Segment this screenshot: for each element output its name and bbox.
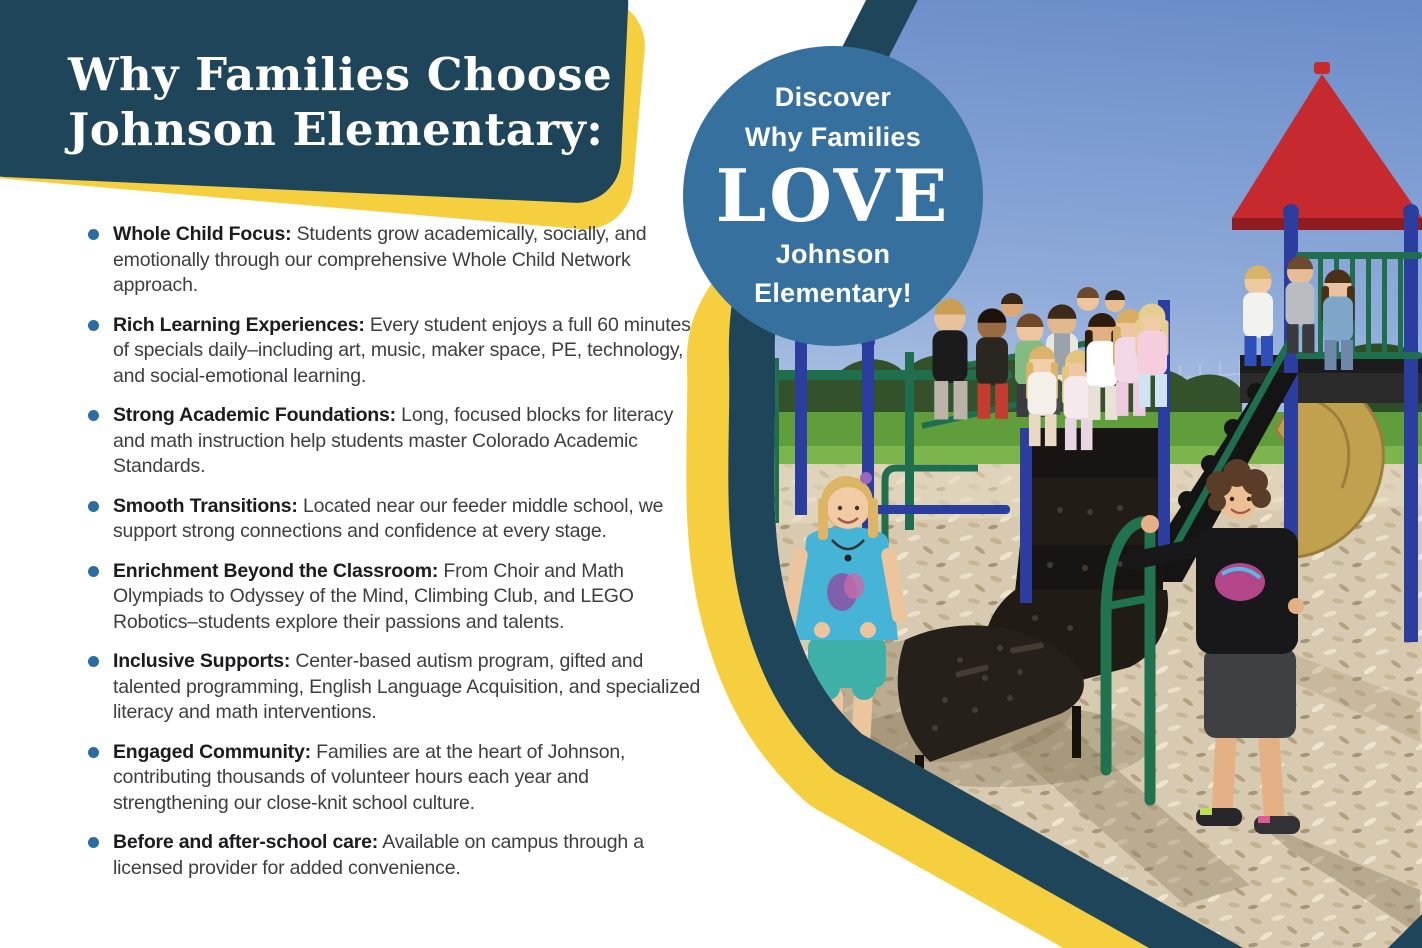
badge-line2: Why Families	[744, 121, 922, 152]
list-item	[88, 313, 702, 390]
feature-body: Long, focused blocks for literacy and math instruction help students master Colorado Academic Standards.	[113, 404, 674, 477]
feature-body: Available on campus through a licensed provider for added convenience.	[113, 831, 644, 879]
list-item	[88, 559, 702, 636]
feature-body: Center-based autism program, gifted and talented programming, English Language Acquisition, and specialized literacy and math interventions.	[113, 650, 701, 723]
feature-label: Strong Academic Foundations:	[113, 404, 396, 426]
badge-emphasis: LOVE	[715, 152, 951, 238]
badge-line3: Johnson	[775, 239, 891, 270]
feature-body: Every student enjoys a full 60 minutes of specials daily–including art, music, maker space, PE, technology, and social-emotional learning.	[113, 313, 691, 387]
page-title-line2: Johnson Elementary:	[68, 102, 604, 156]
feature-text	[113, 649, 702, 726]
feature-label: Smooth Transitions:	[113, 494, 298, 517]
bullet-icon	[88, 747, 99, 758]
list-item	[88, 403, 702, 480]
feature-label: Inclusive Supports:	[113, 650, 291, 672]
feature-text	[113, 740, 702, 817]
list-item	[88, 830, 702, 881]
bullet-icon	[88, 501, 99, 512]
feature-body: From Choir and Math Olympiads to Odyssey of the Mind, Climbing Club, and LEGO Robotics–students explore their passions and talents.	[113, 559, 634, 633]
list-item	[88, 740, 702, 817]
bullet-icon	[88, 837, 99, 848]
bullet-icon	[88, 566, 99, 577]
feature-body: Located near our feeder middle school, we support strong connections and confidence at every stage.	[113, 494, 664, 542]
badge-line1: Discover	[774, 82, 892, 113]
badge-line4: Elementary!	[754, 278, 912, 309]
feature-body: Families are at the heart of Johnson, contributing thousands of volunteer hours each year and strengthening our close-knit school culture.	[113, 740, 626, 814]
list-item	[88, 494, 702, 545]
features-list	[88, 222, 702, 881]
bullet-icon	[88, 410, 99, 421]
feature-label: Rich Learning Experiences:	[113, 313, 365, 336]
feature-text	[113, 222, 702, 299]
page-title	[68, 48, 612, 158]
bullet-icon	[88, 656, 99, 667]
feature-label: Engaged Community:	[113, 740, 311, 763]
page-title-line1: Why Families Choose	[68, 48, 613, 101]
bullet-icon	[88, 320, 99, 331]
feature-text	[113, 559, 702, 636]
bullet-icon	[88, 229, 99, 240]
list-item	[88, 222, 702, 299]
feature-text	[113, 403, 702, 480]
feature-text	[113, 313, 702, 390]
feature-text	[113, 494, 702, 545]
feature-label: Enrichment Beyond the Classroom:	[113, 559, 439, 582]
badge-circle	[683, 46, 983, 346]
list-item	[88, 649, 702, 726]
feature-text	[113, 830, 702, 881]
feature-label: Whole Child Focus:	[113, 223, 292, 245]
feature-body: Students grow academically, socially, and emotionally through our comprehensive Whole Child Network approach.	[113, 223, 647, 296]
feature-label: Before and after-school care:	[113, 831, 379, 853]
